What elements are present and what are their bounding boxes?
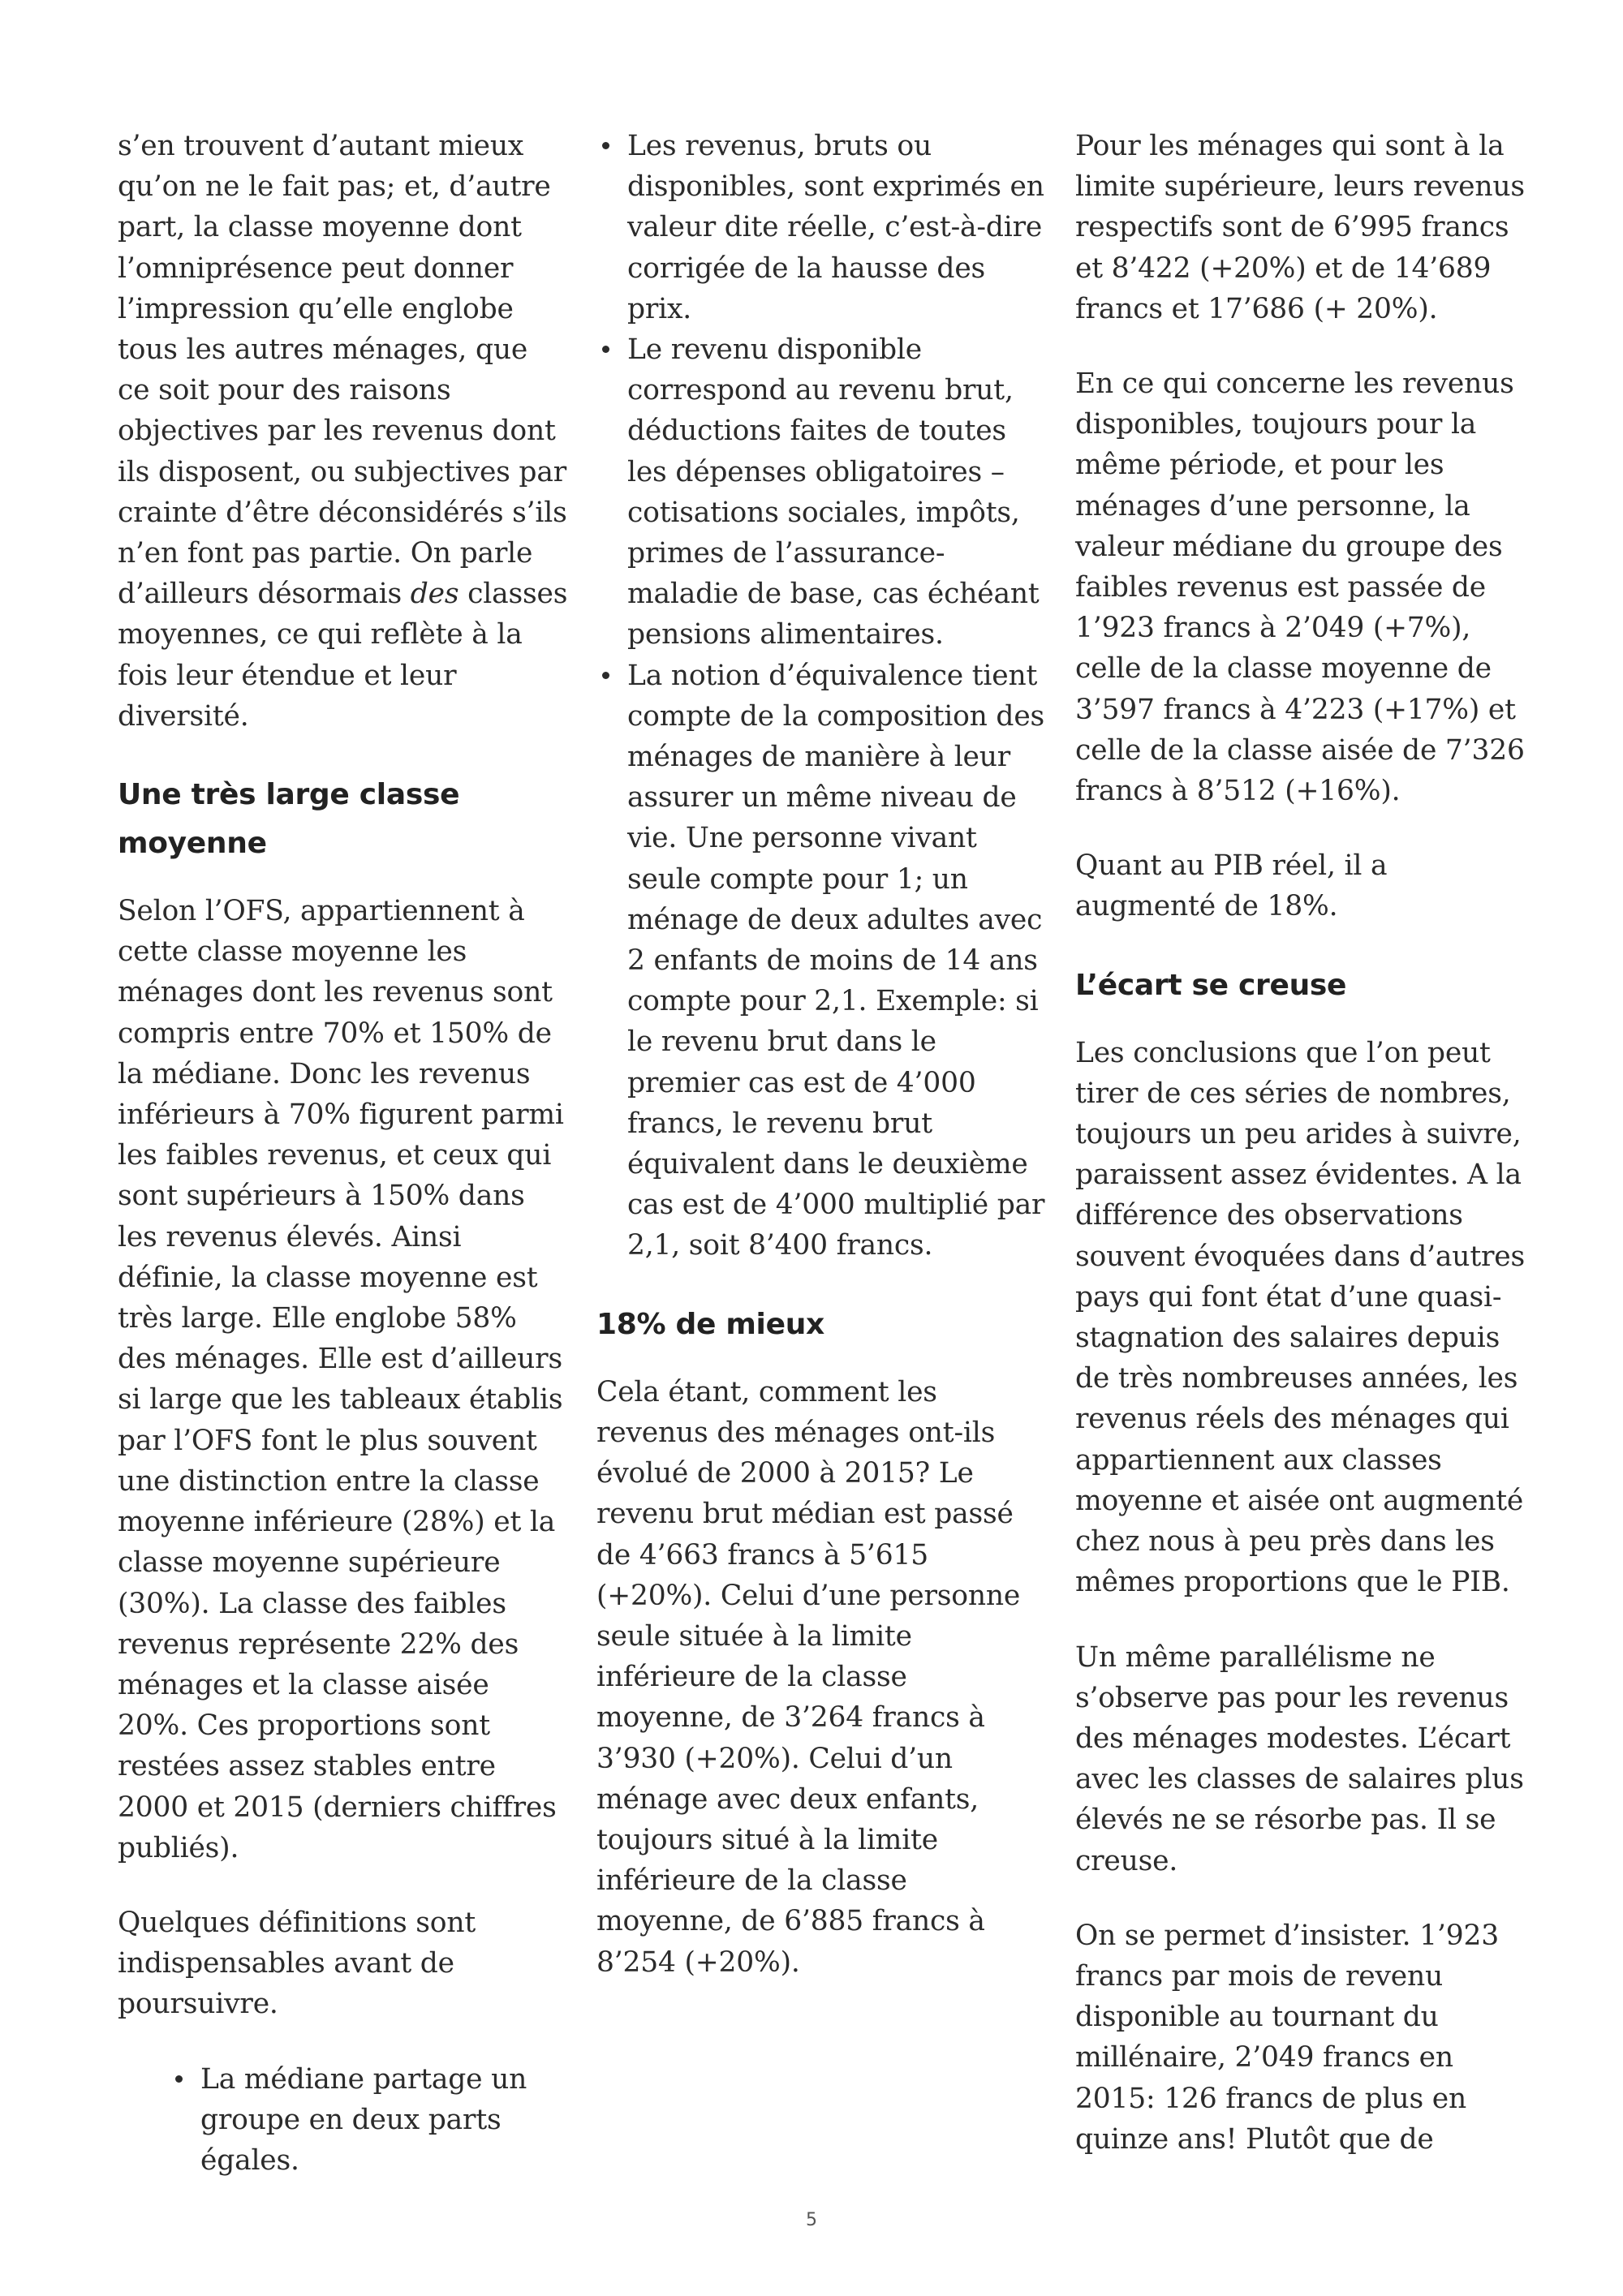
list-item: Les revenus, bruts ou disponibles, sont exprimés en valeur dite réelle, c’est-à-dire corrigée de la hausse des prix.: [596, 126, 1047, 329]
section-heading: Une très large classe moyenne: [118, 778, 460, 861]
bullet-list: [170, 2059, 568, 2182]
list-item: La notion d’équivalence tient compte de la composition des ménages de manière à leur assurer un même niveau de vie. Une personne vivant seule compte pour 1; un ménage de deux adultes avec 2 enfants de moins de 14 ans compte pour 2,1. Exemple: si le revenu brut dans le premier cas est de 4’000 francs, le revenu brut équivalent dans le deuxième cas est de 4’000 multiplié par 2,1, soit 8’400 francs.: [596, 656, 1047, 1266]
paragraph: On se permet d’insister. 1’923 francs par mois de revenu disponible au tournant du millénaire, 2’049 francs en 2015: 126 francs de plus en quinze ans! Plutôt que de: [1075, 1919, 1499, 2156]
paragraph: Pour les ménages qui sont à la limite supérieure, leurs revenus respectifs sont de 6’995 francs et 8’422 (+20%) et de 14’689 francs et 17’686 (+ 20%).: [1075, 130, 1525, 325]
bullet-list: [596, 126, 1047, 1266]
paragraph: Selon l’OFS, appartiennent à cette classe moyenne les ménages dont les revenus sont compris entre 70% et 150% de la médiane. Donc les revenus inférieurs à 70% figurent parmi les faibles revenus, et ceux qui sont supérieurs à 150% dans les revenus élevés. Ainsi définie, la classe moyenne est très large. Elle englobe 58% des ménages. Elle est d’ailleurs si large que les tableaux établis par l’OFS font le plus souvent une distinction entre la classe moyenne inférieure (28%) et la classe moyenne supérieure (30%). La classe des faibles revenus représente 22% des ménages et la classe aisée 20%. Ces proportions sont restées assez stables entre 2000 et 2015 (derniers chiffres publiés).: [118, 895, 564, 1864]
paragraph: Quelques définitions sont indispensables avant de poursuivre.: [118, 1906, 476, 2021]
column-2: [596, 126, 1047, 2017]
list-item: Le revenu disponible correspond au revenu brut, déductions faites de toutes les dépenses obligatoires – cotisations sociales, impôts, primes de l’assurance-maladie de base, cas échéant pensions alimentaires.: [596, 329, 1047, 656]
column-1: [118, 126, 568, 2181]
paragraph: Les conclusions que l’on peut tirer de ces séries de nombres, toujours un peu arides à suivre, paraissent assez évidentes. A la différence des observations souvent évoquées dans d’autres pays qui font état d’une quasi-stagnation des salaires depuis de très nombreuses années, les revenus réels des ménages qui appartiennent aux classes moyenne et aisée ont augmenté chez nous à peu près dans les mêmes proportions que le PIB.: [1075, 1036, 1526, 1599]
paragraph-text: s’en trouvent d’autant mieux qu’on ne le fait pas; et, d’autre part, la classe moyenne dont l’omniprésence peut donner l’impression qu’elle englobe tous les autres ménages, que ce soit pour des raisons objectives par les revenus dont ils disposent, ou subjectives par crainte d’être déconsidérés s’ils n’en font pas partie. On parle d’ailleurs désormais: [118, 130, 567, 611]
paragraph: Un même parallélisme ne s’observe pas pour les revenus des ménages modestes. L’écart avec les classes de salaires plus élevés ne se résorbe pas. Il se creuse.: [1075, 1640, 1524, 1877]
paragraph-text: classes moyennes, ce qui reflète à la fois leur étendue et leur diversité.: [118, 578, 568, 733]
paragraph: En ce qui concerne les revenus disponibles, toujours pour la même période, et pour les ménages d’une personne, la valeur médiane du groupe des faibles revenus est passée de 1’923 francs à 2’049 (+7%), celle de la classe moyenne de 3’597 francs à 4’223 (+17%) et celle de la classe aisée de 7’326 francs à 8’512 (+16%).: [1075, 368, 1525, 808]
page-number: 5: [806, 2210, 817, 2230]
section-heading: L’écart se creuse: [1075, 968, 1347, 1002]
paragraph: Quant au PIB réel, il a augmenté de 18%.: [1075, 849, 1388, 923]
list-item: La médiane partage un groupe en deux parts égales.: [170, 2059, 568, 2182]
emphasis-text: des: [410, 578, 459, 611]
section-heading: 18% de mieux: [596, 1307, 824, 1341]
paragraph: Cela étant, comment les revenus des ménages ont-ils évolué de 2000 à 2015? Le revenu brut médian est passé de 4’663 francs à 5’615 (+20%). Celui d’une personne seule située à la limite inférieure de la classe moyenne, de 3’264 francs à 3’930 (+20%). Celui d’un ménage avec deux enfants, toujours situé à la limite inférieure de la classe moyenne, de 6’885 francs à 8’254 (+20%).: [596, 1375, 1021, 1979]
paragraph: [118, 126, 568, 737]
column-3: [1075, 126, 1526, 2194]
